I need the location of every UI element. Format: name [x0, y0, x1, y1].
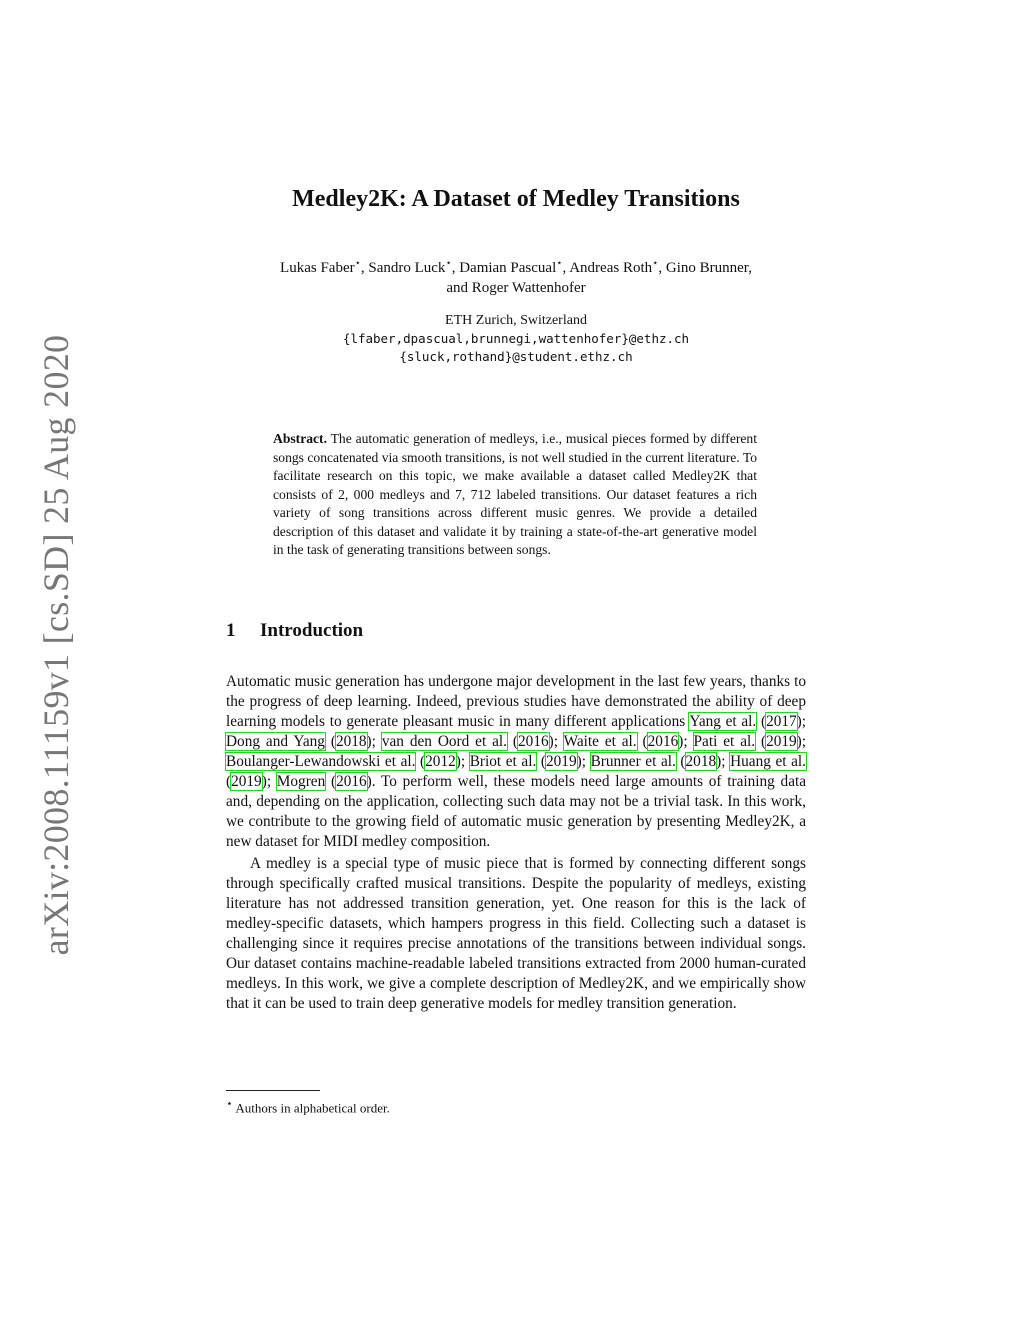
author: Lukas Faber⋆: [280, 258, 361, 276]
paper-title: Medley2K: A Dataset of Medley Transitions: [292, 186, 740, 212]
citation-year-link[interactable]: 2018: [685, 753, 717, 770]
author: Gino Brunner,: [665, 260, 752, 276]
citation-year-link[interactable]: 2012: [425, 753, 456, 770]
author: Sandro Luck⋆: [368, 258, 452, 276]
citation-year-link[interactable]: 2018: [335, 733, 367, 750]
citation-year-link[interactable]: 2016: [518, 733, 549, 750]
section-heading: [226, 620, 363, 642]
footnote: [226, 1097, 390, 1116]
author-list: Lukas Faber⋆, Sandro Luck⋆, Damian Pascual⋆, Andreas Roth⋆, Gino Brunner, and Roger Wattenhofer: [280, 258, 752, 296]
section-number: 1: [226, 620, 236, 641]
footnote-rule: [226, 1090, 320, 1091]
citation-link[interactable]: Huang et al.: [730, 753, 806, 770]
institution: ETH Zurich, Switzerland: [445, 313, 587, 328]
citation-link[interactable]: Mogren: [276, 773, 326, 790]
citation-year-link[interactable]: 2016: [336, 773, 367, 790]
citation-link[interactable]: Brunner et al.: [590, 753, 676, 770]
author: Damian Pascual⋆: [459, 258, 563, 276]
citation-link[interactable]: Dong and Yang: [226, 733, 325, 750]
citation-link[interactable]: Boulanger-Lewandowski et al.: [226, 753, 416, 770]
affiliation: [226, 312, 806, 366]
body-text: [226, 672, 806, 1014]
abstract: [273, 430, 757, 560]
footnote-mark: ⋆: [226, 1098, 233, 1110]
section-title: Introduction: [260, 620, 364, 641]
footnote-text: Authors in alphabetical order.: [235, 1100, 390, 1116]
author: and Roger Wattenhofer: [446, 280, 586, 296]
email-line: {sluck,rothand}@student.ethz.ch: [399, 349, 633, 364]
citation-link[interactable]: Pati et al.: [693, 733, 756, 750]
paragraph: Automatic music generation has undergone major development in the last few years, thanks to the progress of deep learning. Indeed, previous studies have demonstrated the ability of deep learning models to generate pleasant music in many different applications Yang et al. (2017); Dong and Yang (2018); van den Oord et al. (2016); Waite et al. (2016); Pati et al. (2019); Boulanger-Lewandowski et al. (2012); Briot et al. (2019); Brunner et al. (2018); Huang et al. (2019); Mogren (2016). To perform well, these models need large amounts of training data and, depending on the application, collecting such data may not be a trivial task. In this work, we contribute to the growing field of automatic music generation by presenting Medley2K, a new dataset for MIDI medley composition.: [226, 673, 807, 850]
arxiv-stamp: arXiv:2008.11159v1 [cs.SD] 25 Aug 2020: [36, 334, 76, 956]
citation-link[interactable]: Yang et al.: [689, 713, 757, 730]
abstract-text: The automatic generation of medleys, i.e., musical pieces formed by different songs concatenated via smooth transitions, is not well studied in the current literature. To facilitate research on this topic, we make available a dataset called Medley2K that consists of 2, 000 medleys and 7, 712 labeled transitions. Our dataset features a rich variety of song transitions across different music genres. We provide a detailed description of this dataset and validate it by training a state-of-the-art generative model in the task of generating transitions between songs.: [273, 431, 757, 557]
paragraph: A medley is a special type of music piece that is formed by connecting different songs through specifically crafted musical transitions. Despite the popularity of medleys, existing literature has not addressed transition generation, yet. One reason for this is the lack of medley-specific datasets, which hampers progress in this field. Collecting such a dataset is challenging since it requires precise annotations of the transitions between individual songs. Our dataset contains machine-readable labeled transitions extracted from 2000 human-curated medleys. In this work, we give a complete description of Medley2K, and we empirically show that it can be used to train deep generative models for medley transition generation.: [226, 855, 806, 1012]
citation-year-link[interactable]: 2016: [647, 733, 679, 750]
citation-link[interactable]: Waite et al.: [563, 733, 637, 750]
citation-year-link[interactable]: 2019: [231, 773, 262, 790]
author: Andreas Roth⋆: [569, 258, 659, 276]
abstract-label: Abstract.: [273, 431, 327, 446]
citation-year-link[interactable]: 2019: [546, 753, 577, 770]
email-line: {lfaber,dpascual,brunnegi,wattenhofer}@ethz.ch: [342, 331, 690, 346]
citation-link[interactable]: Briot et al.: [469, 753, 537, 770]
citation-link[interactable]: van den Oord et al.: [381, 733, 507, 750]
citation-year-link[interactable]: 2019: [766, 733, 797, 750]
citation-year-link[interactable]: 2017: [766, 713, 797, 730]
